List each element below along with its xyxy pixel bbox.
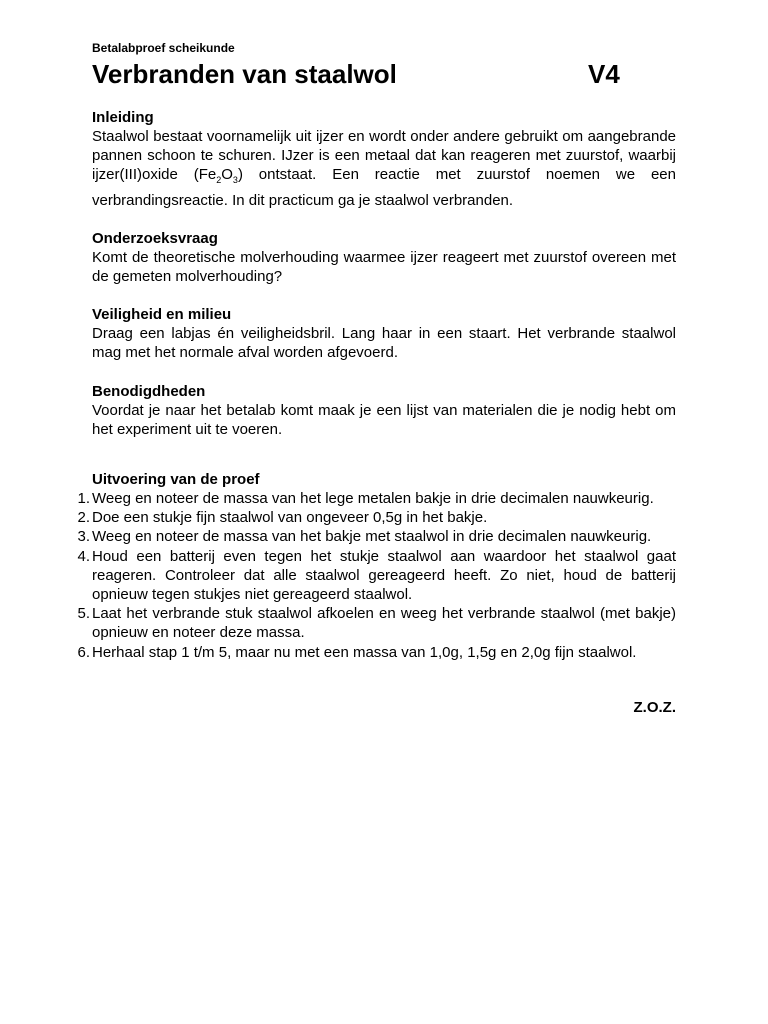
section-heading-benodigdheden: Benodigdheden [92,382,206,400]
formula-oxygen: O [221,166,233,184]
formula-subscript-3: 3 [232,175,238,186]
document-kicker: Betalabproef scheikunde [92,41,235,55]
step-number: 5. [77,605,90,623]
list-item [77,527,676,546]
section-heading-inleiding: Inleiding [92,109,154,126]
inleiding-text-part1: Staalwol bestaat voornamelijk uit ijzer en wordt onder andere gebruikt om aangebrande pannen schoon te schuren. IJzer is een metaal dat kan reageren met zuurstof, waarbij ijzer(III)oxide (Fe [92,128,676,184]
version-label: V4 [588,59,620,89]
step-text: Laat het verbrande stuk staalwol afkoelen en weeg het verbrande staalwol (met bakje) opnieuw en noteer deze massa. [92,605,676,642]
title-row [92,58,676,90]
list-item [77,643,676,662]
step-text: Weeg en noteer de massa van het lege metalen bakje in drie decimalen nauwkeurig. [92,490,654,508]
step-number: 3. [77,528,90,546]
step-number: 1. [77,490,90,508]
section-veiligheid [92,305,676,362]
section-inleiding [92,108,676,210]
step-text: Herhaal stap 1 t/m 5, maar nu met een massa van 1,0g, 1,5g en 2,0g fijn staalwol. [92,643,637,661]
page-title: Verbranden van staalwol [92,59,397,89]
section-onderzoeksvraag [92,229,676,286]
step-text: Houd een batterij even tegen het stukje staalwol aan waardoor het staalwol gaat reageren. Controleer dat alle staalwol gereageerd heeft. Zo niet, houd de batterij opnieuw tegen stukjes niet gereageerd staalwol. [92,547,676,604]
step-number: 2. [77,509,90,527]
formula-subscript-2: 2 [216,175,222,186]
section-heading-onderzoeksvraag: Onderzoeksvraag [92,229,218,247]
section-text-benodigdheden: Voordat je naar het betalab komt maak je een lijst van materialen die je nodig hebt om het experiment uit te voeren. [92,401,676,438]
list-item [77,489,676,508]
inleiding-text-part2: ) ontstaat. Een reactie met zuurstof noemen we een verbrandingsreactie. In dit practicum ga je staalwol verbranden. [92,166,676,209]
step-text: Weeg en noteer de massa van het bakje met staalwol in drie decimalen nauwkeurig. [92,528,652,546]
section-text-veiligheid: Draag een labjas én veiligheidsbril. Lang haar in een staart. Het verbrande staalwol mag met het normale afval worden afgevoerd. [92,325,676,362]
list-item [77,547,676,605]
list-item [77,604,676,642]
section-text-inleiding [92,127,676,210]
section-heading-uitvoering: Uitvoering van de proef [92,471,260,489]
step-number: 6. [77,643,90,661]
step-text: Doe een stukje fijn staalwol van ongeveer 0,5g in het bakje. [92,509,488,527]
document-content [77,40,676,681]
section-uitvoering [77,470,676,662]
section-heading-veiligheid: Veiligheid en milieu [92,306,232,324]
steps-list [77,489,676,662]
list-item [77,508,676,527]
step-number: 4. [77,547,90,565]
page-turn-note: Z.O.Z. [633,699,676,716]
section-text-onderzoeksvraag: Komt de theoretische molverhouding waarmee ijzer reageert met zuurstof overeen met de gemeten molverhouding? [92,248,676,286]
section-benodigdheden [92,382,676,439]
